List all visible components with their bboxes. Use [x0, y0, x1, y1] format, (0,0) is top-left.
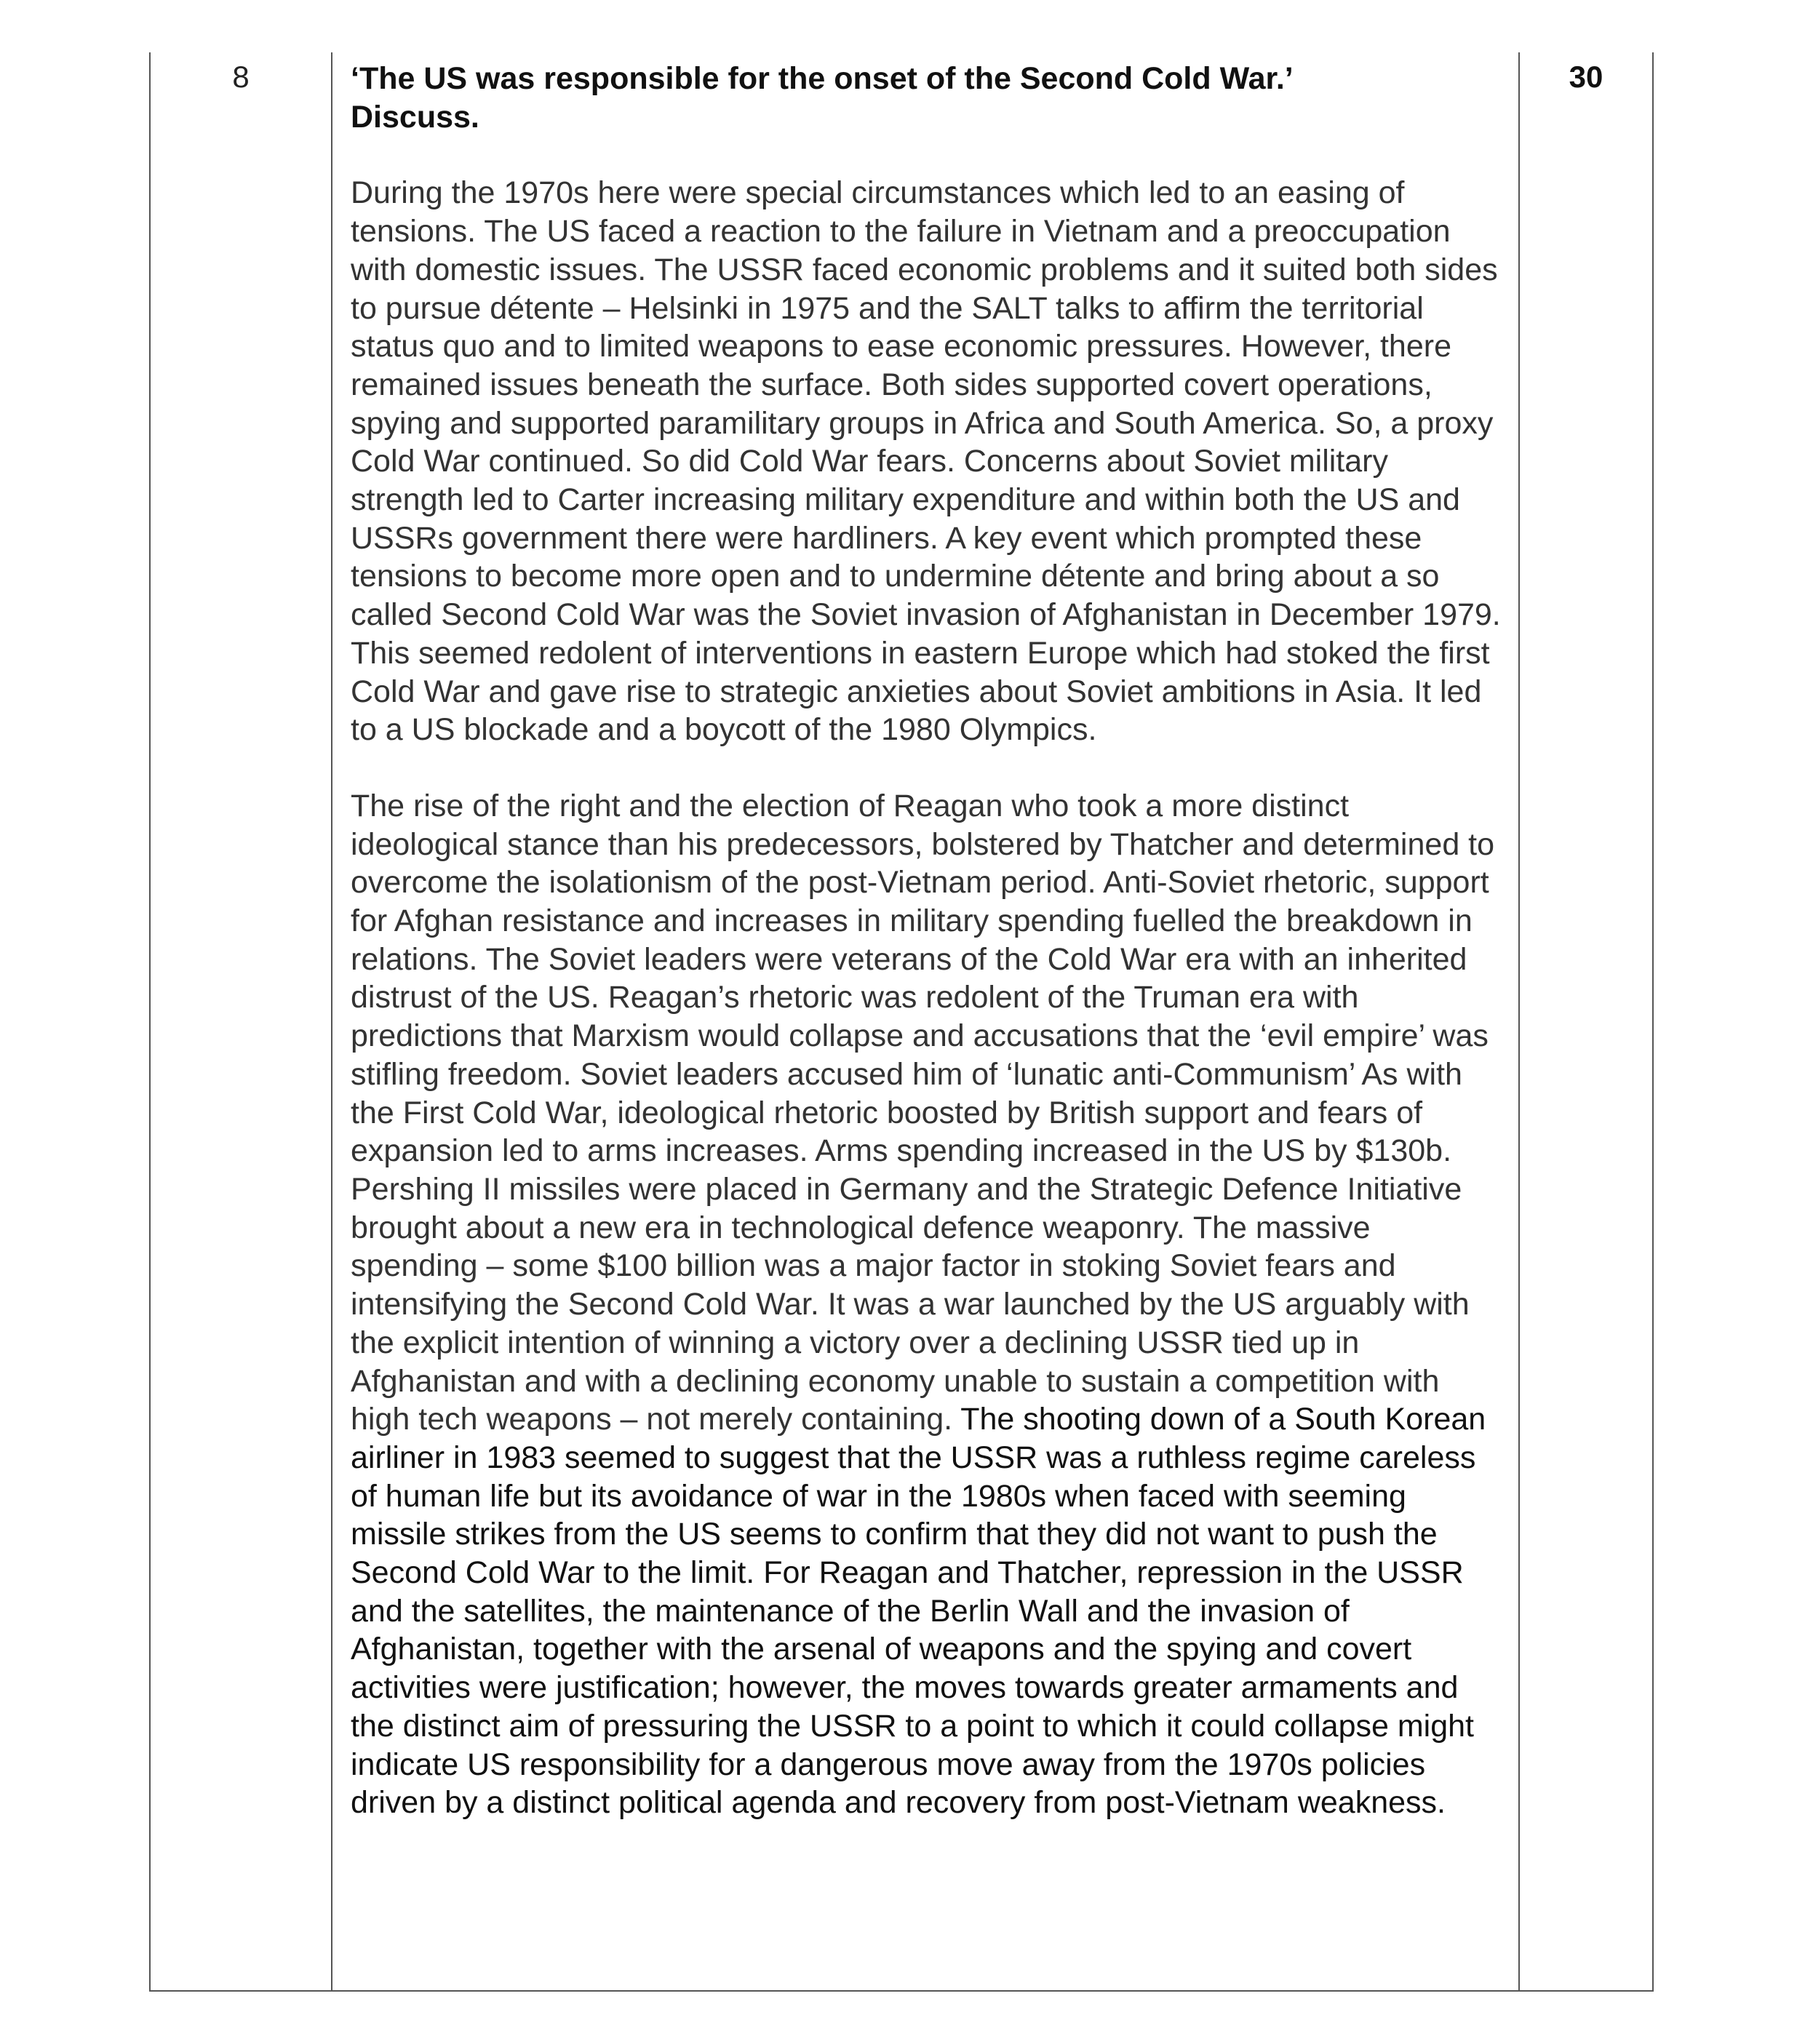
- question-instruction: Discuss.: [351, 99, 479, 135]
- column-divider: [331, 52, 332, 1990]
- column-divider: [1518, 52, 1520, 1990]
- question-marks: 30: [1569, 60, 1603, 94]
- answer-paragraph-2: [351, 787, 1504, 1822]
- question-number: 8: [232, 60, 250, 94]
- mark-scheme-table: [149, 52, 1654, 1992]
- answer-paragraph-1: During the 1970s here were special circumstances which led to an easing of tensions. The US faced a reaction to the failure in Vietnam and a preoccupation with domestic issues. The USSR faced economic problems and it suited both sides to pursue détente – Helsinki in 1975 and the SALT talks to affirm the territorial status quo and to limited weapons to ease economic pressures. However, there remained issues beneath the surface. Both sides supported covert operations, spying and supported paramilitary groups in Africa and South America. So, a proxy Cold War continued. So did Cold War fears. Concerns about Soviet military strength led to Carter increasing military expenditure and within both the US and USSRs government there were hardliners. A key event which prompted these tensions to become more open and to undermine détente and bring about a so called Second Cold War was the Soviet invasion of Afghanistan in December 1979. This seemed redolent of interventions in eastern Europe which had stoked the first Cold War and gave rise to strategic anxieties about Soviet ambitions in Asia. It led to a US blockade and a boycott of the 1980 Olympics.: [351, 175, 1501, 748]
- question-text: ‘The US was responsible for the onset of the Second Cold War.’: [351, 61, 1294, 96]
- question-prompt: [351, 60, 1504, 136]
- answer-cell: [351, 60, 1504, 1822]
- answer-paragraph-2-part-2: The shooting down of a South Korean airliner in 1983 seemed to suggest that the USSR was a ruthless regime careless of human life but its avoidance of war in the 1980s when faced with seeming missile strikes from the US seems to confirm that they did not want to push the Second Cold War to the limit. For Reagan and Thatcher, repression in the USSR and the satellites, the maintenance of the Berlin Wall and the invasion of Afghanistan, together with the arsenal of weapons and the spying and covert activities were justification; however, the moves towards greater armaments and the distinct aim of pressuring the USSR to a point to which it could collapse might indicate US responsibility for a dangerous move away from the 1970s policies driven by a distinct political agenda and recovery from post-Vietnam weakness.: [351, 1402, 1486, 1821]
- answer-paragraph-2-part-1: The rise of the right and the election of Reagan who took a more distinct ideological stance than his predecessors, bolstered by Thatcher and determined to overcome the isolationism of the post-Vietnam period. Anti-Soviet rhetoric, support for Afghan resistance and increases in military spending fuelled the breakdown in relations. The Soviet leaders were veterans of the Cold War era with an inherited distrust of the US. Reagan’s rhetoric was redolent of the Truman era with predictions that Marxism would collapse and accusations that the ‘evil empire’ was stifling freedom. Soviet leaders accused him of ‘lunatic anti-Communism’ As with the First Cold War, ideological rhetoric boosted by British support and fears of expansion led to arms increases. Arms spending increased in the US by $130b. Pershing II missiles were placed in Germany and the Strategic Defence Initiative brought about a new era in technological defence weaponry. The massive spending – some $100 billion was a major factor in stoking Soviet fears and intensifying the Second Cold War. It was a war launched by the US arguably with the explicit intention of winning a victory over a declining USSR tied up in Afghanistan and with a declining economy unable to sustain a competition with high tech weapons – not merely containing.: [351, 788, 1495, 1437]
